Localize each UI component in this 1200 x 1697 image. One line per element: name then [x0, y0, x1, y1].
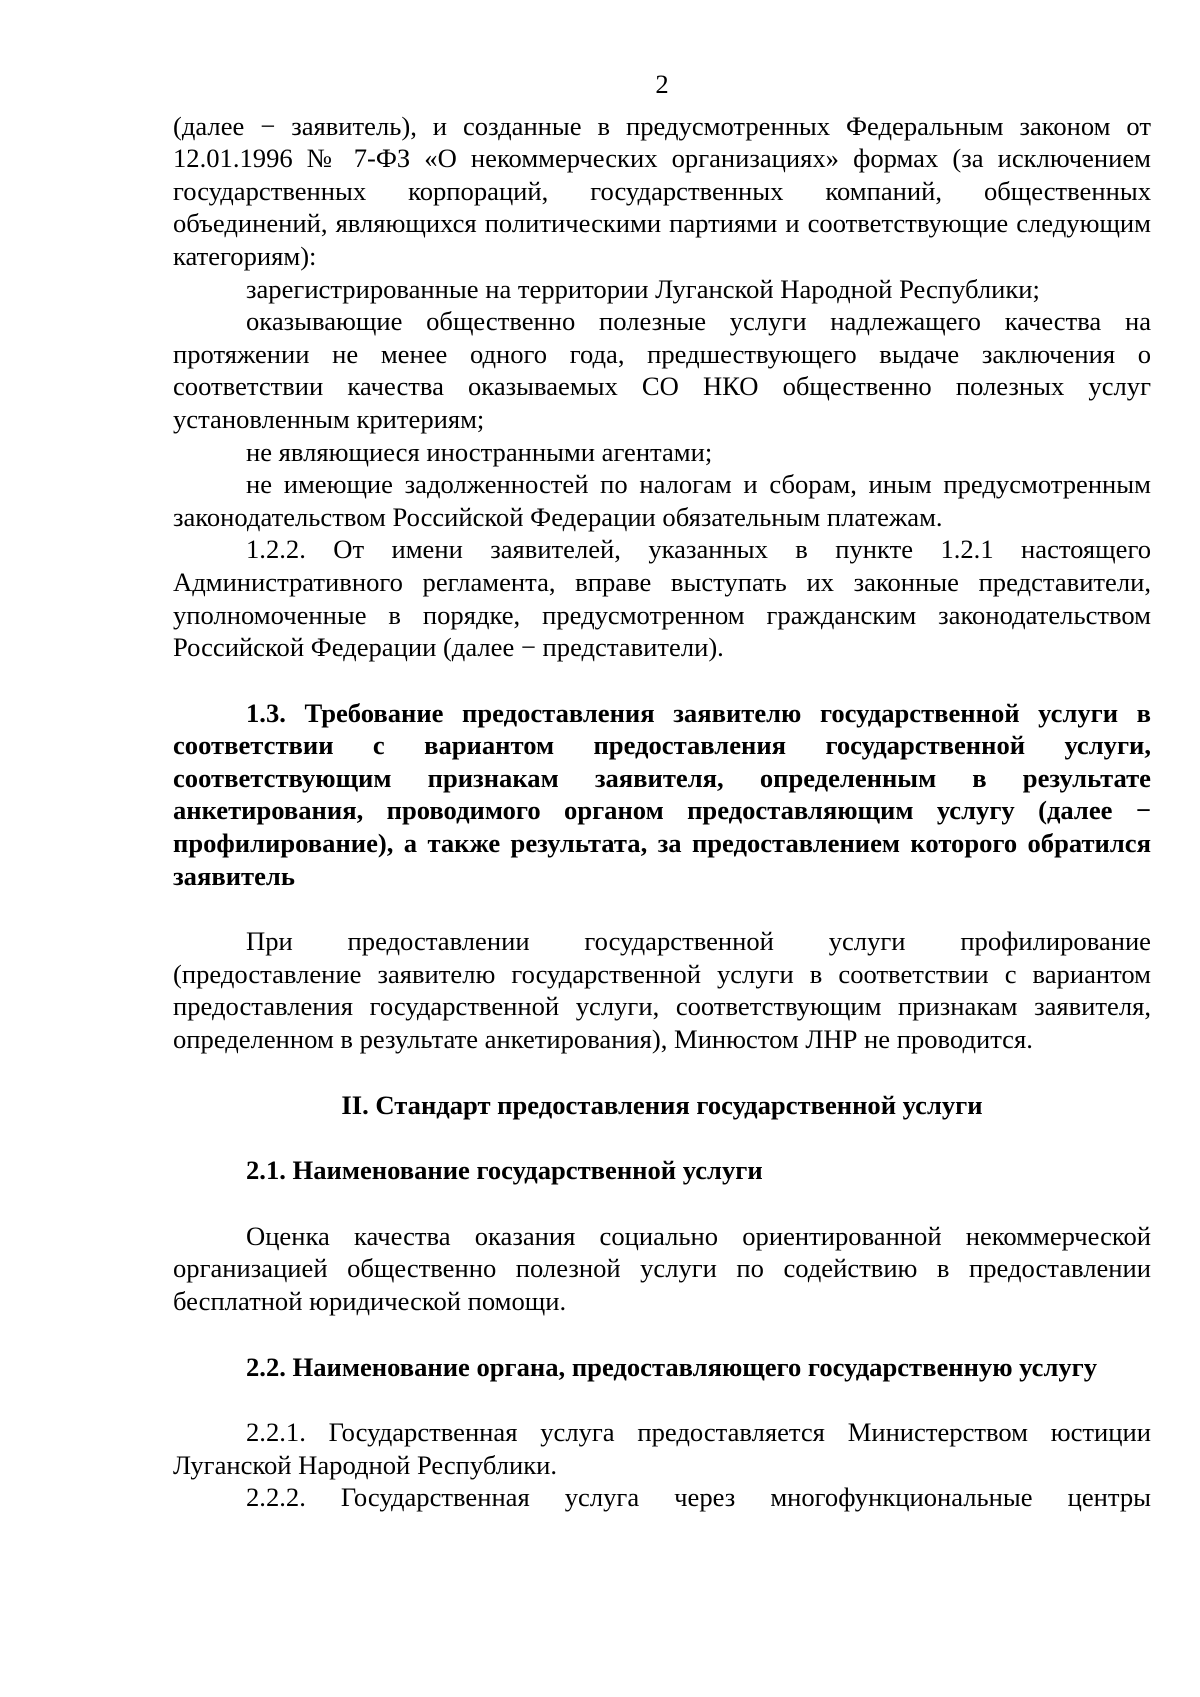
heading-2-2: 2.2. Наименование органа, предоставляющего государственную услугу	[246, 1351, 1098, 1382]
paragraph-2-1: Оценка качества оказания социально ориентированной некоммерческой организацией общественно полезной услуги по содействию в предоставлении бесплатной юридической помощи.	[173, 1220, 1151, 1316]
document-page	[173, 68, 1151, 1514]
paragraph-2-2-2: 2.2.2. Государственная услуга через многофункциональные центры	[246, 1482, 1151, 1513]
paragraph-not-foreign-agents: не являющиеся иностранными агентами;	[246, 436, 713, 467]
paragraph-applicants-definition: (далее − заявитель), и созданные в предусмотренных Федеральным законом от 12.01.1996 № 7-ФЗ «О некоммерческих организациях» формах (за исключением государственных корпораций, государственных компаний, общественных объединений, являющихся политическими партиями и соответствующие следующим категориям):	[173, 110, 1151, 271]
paragraph-1-2-2: 1.2.2. От имени заявителей, указанных в пункте 1.2.1 настоящего Административного регламента, вправе выступать их законные представители, уполномоченные в порядке, предусмотренном гражданским законодательством Российской Федерации (далее − представители).	[173, 534, 1151, 663]
paragraph-no-debts: не имеющие задолженностей по налогам и сборам, иным предусмотренным законодательством Российской Федерации обязательным платежам.	[173, 469, 1151, 532]
heading-1-3: 1.3. Требование предоставления заявителю государственной услуги в соответствии с вариантом предоставления государственной услуги, соответствующим признакам заявителя, определенным в результате анкетирования, проводимого органом предоставляющим услугу (далее − профилирование), а также результата, за предоставлением которого обратился заявитель	[173, 697, 1151, 891]
page-number: 2	[655, 69, 669, 99]
section-2-title: II. Стандарт предоставления государственной услуги	[341, 1089, 983, 1120]
paragraph-1-3: При предоставлении государственной услуги профилирование (предоставление заявителю государственной услуги в соответствии с вариантом предоставления государственной услуги, соответствующим признакам заявителя, определенном в результате анкетирования), Минюстом ЛНР не проводится.	[173, 926, 1151, 1055]
paragraph-2-2-1: 2.2.1. Государственная услуга предоставляется Министерством юстиции Луганской Народной Республики.	[173, 1417, 1151, 1480]
paragraph-quality-services: оказывающие общественно полезные услуги надлежащего качества на протяжении не менее одного года, предшествующего выдаче заключения о соответствии качества оказываемых СО НКО общественно полезных услуг установленным критериям;	[173, 306, 1151, 434]
heading-2-1: 2.1. Наименование государственной услуги	[246, 1155, 763, 1186]
paragraph-registered: зарегистрированные на территории Луганской Народной Республики;	[246, 273, 1040, 304]
